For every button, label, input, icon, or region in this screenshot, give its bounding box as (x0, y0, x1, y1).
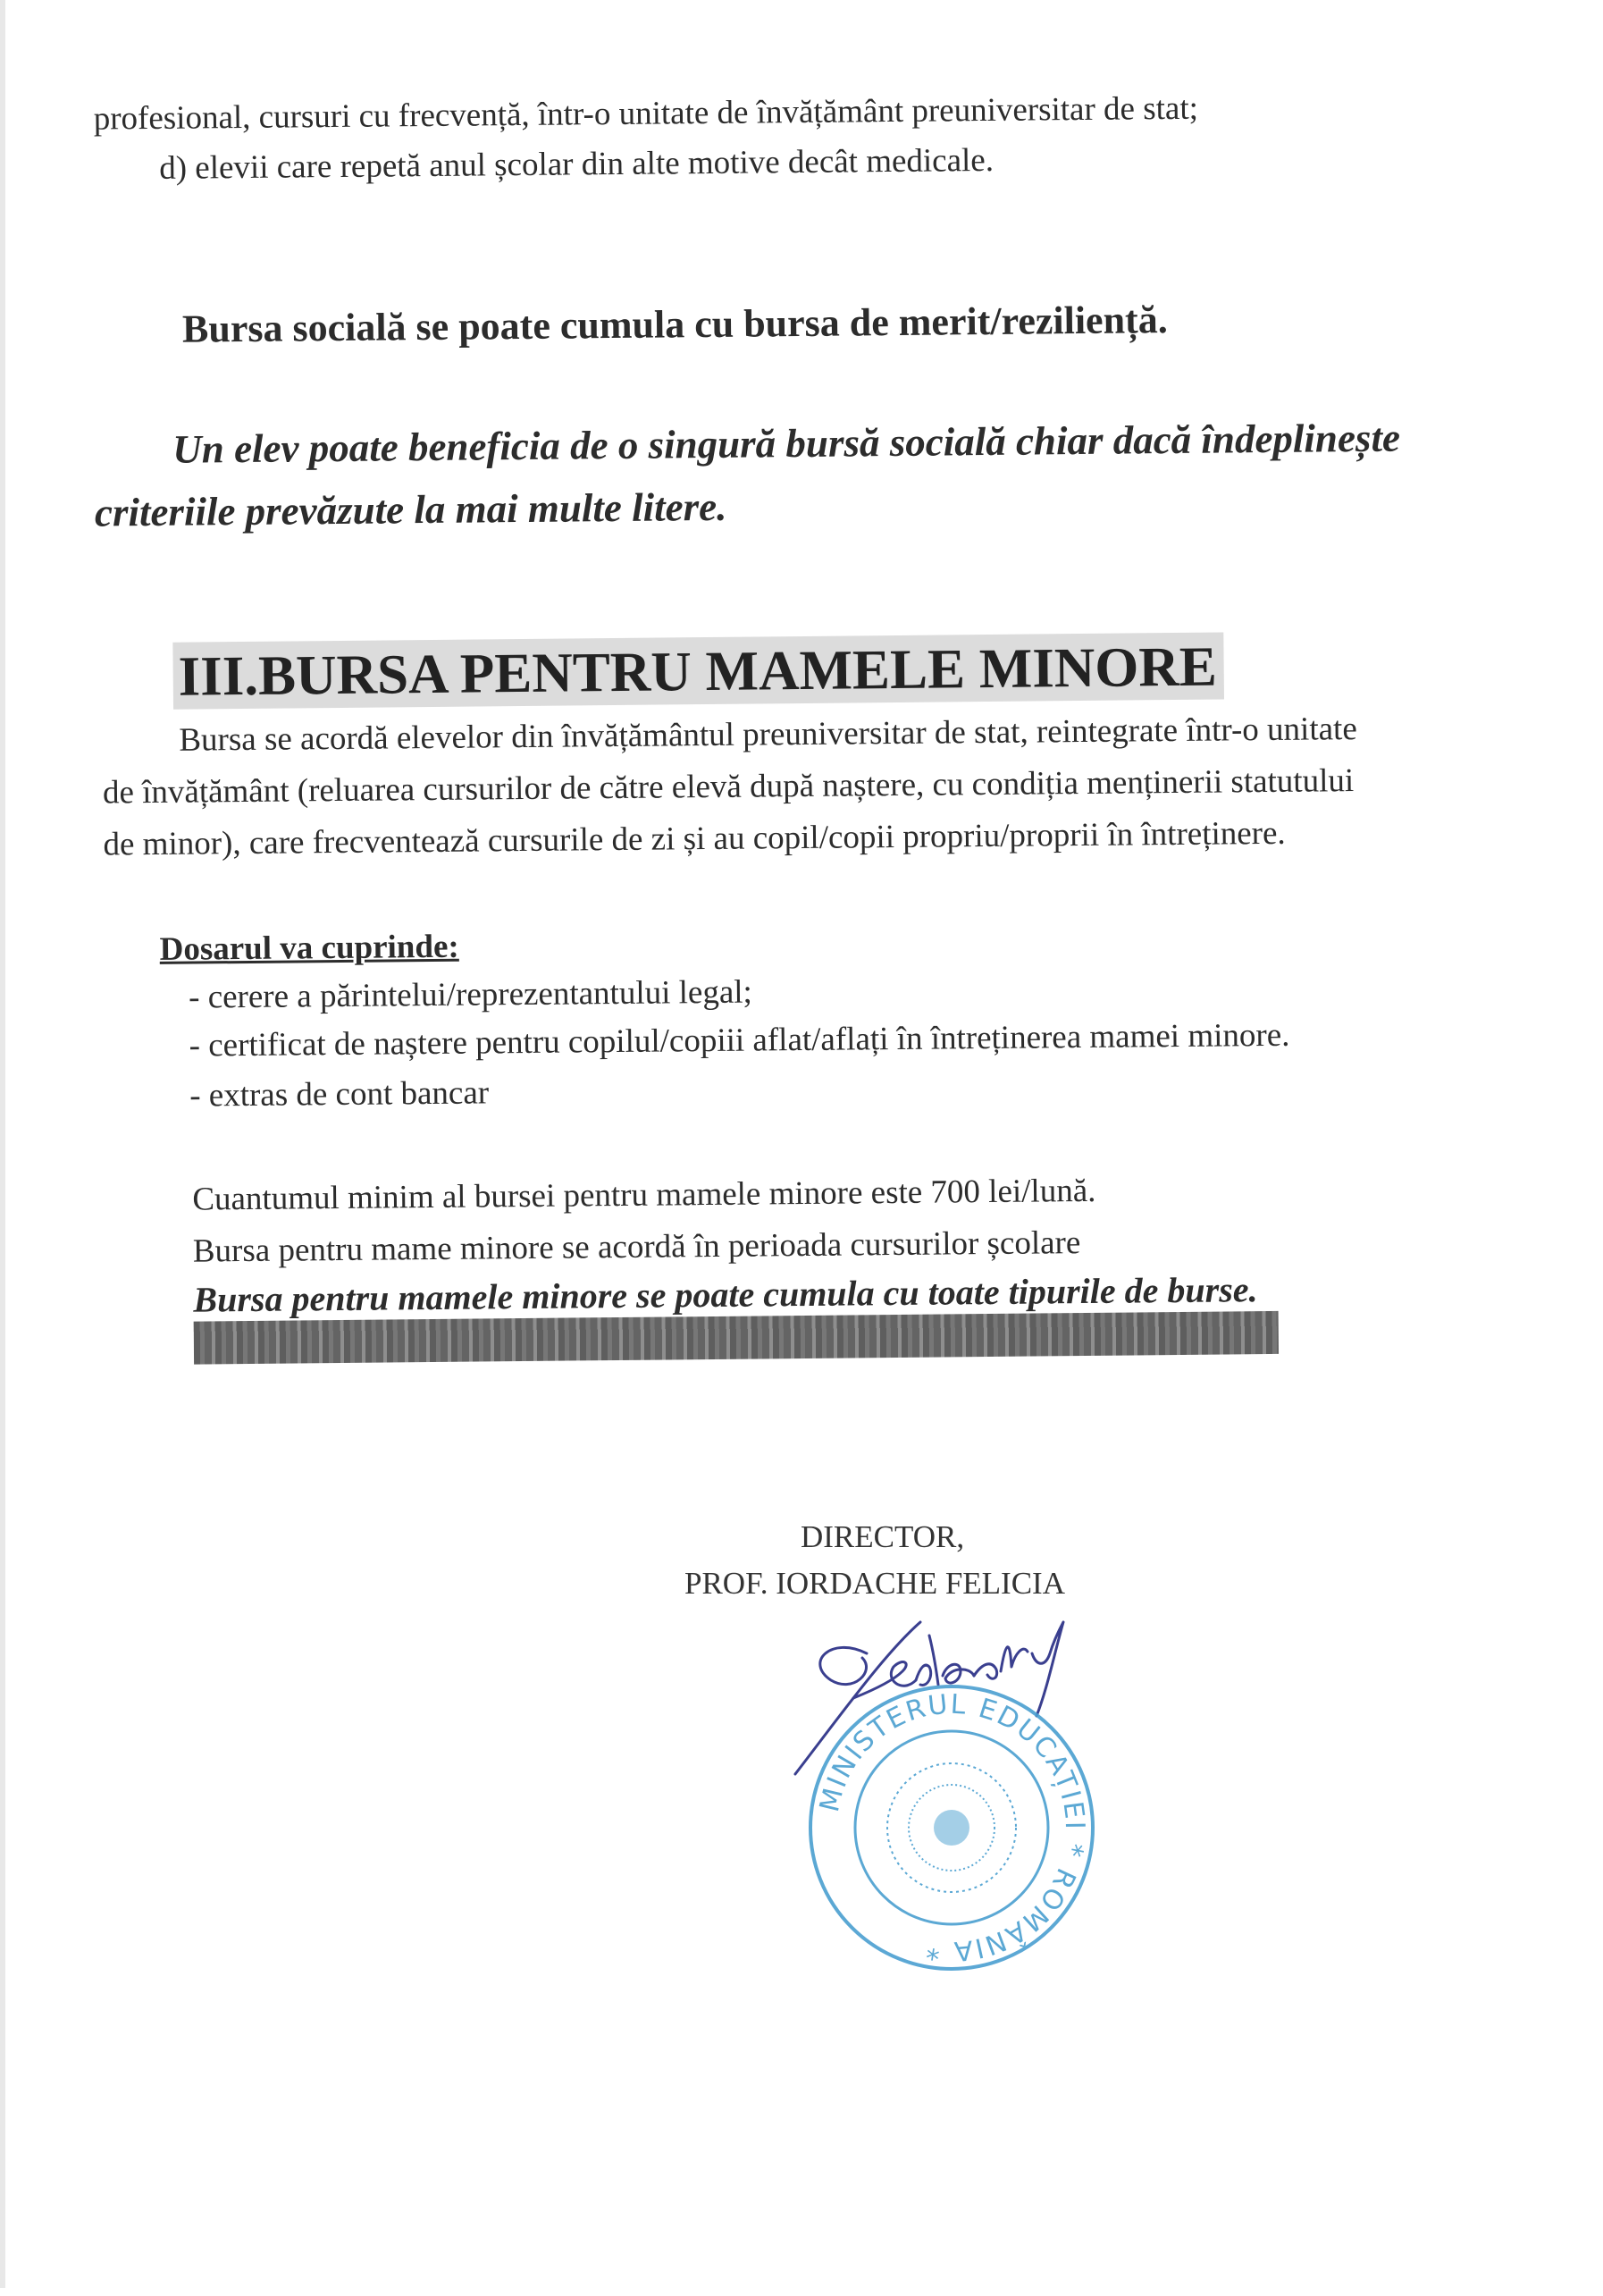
stamp-text: MINISTERUL EDUCAȚIEI * ROMÂNIA * (813, 1688, 1091, 1967)
continuation-line-1: profesional, cursuri cu frecvență, într-o unitate de învățământ preuniversitar de stat; (93, 89, 1199, 138)
redacted-line (194, 1311, 1279, 1365)
cumul-merit-note: Bursa socială se poate cumula cu bursa de merit/reziliență. (181, 298, 1168, 351)
dosar-title: Dosarul va cuprinde: (159, 928, 459, 968)
single-scholarship-line-1: Un elev poate beneficia de o singură bursă socială chiar dacă îndeplinește (172, 415, 1401, 472)
official-stamp (804, 1680, 1099, 1975)
amount-line: Cuantumul minim al bursei pentru mamele minore este 700 lei/lună. (192, 1172, 1096, 1218)
dosar-item: - certificat de naștere pentru copilul/copiii aflat/aflați în întreținerea mamei minore. (189, 1016, 1290, 1064)
dosar-item: - extras de cont bancar (189, 1074, 490, 1114)
single-scholarship-line-2: criteriile prevăzute la mai multe litere. (94, 484, 727, 535)
continuation-line-2: d) elevii care repetă anul școlar din alte motive decât medicale. (159, 141, 995, 187)
section-paragraph-line-2: de învățământ (reluarea cursurilor de către elevă după naștere, cu condiția menținerii statutului (102, 762, 1355, 812)
signature-role: DIRECTOR, (801, 1519, 965, 1554)
section-heading: III.BURSA PENTRU MAMELE MINORE (172, 632, 1224, 709)
section-paragraph-line-1: Bursa se acordă elevelor din învățământul preuniversitar de stat, reintegrate într-o unitate (179, 711, 1357, 759)
dosar-item: - cerere a părintelui/reprezentantului legal; (188, 973, 753, 1016)
cumul-all-line: Bursa pentru mamele minore se poate cumula cu toate tipurile de burse. (193, 1269, 1258, 1320)
section-paragraph-line-3: de minor), care frecventează cursurile de zi și au copil/copii propriu/proprii în întreținere. (103, 814, 1286, 863)
period-line: Bursa pentru mame minore se acordă în perioada cursurilor școlare (192, 1224, 1081, 1270)
signature-name: PROF. IORDACHE FELICIA (684, 1566, 1065, 1601)
